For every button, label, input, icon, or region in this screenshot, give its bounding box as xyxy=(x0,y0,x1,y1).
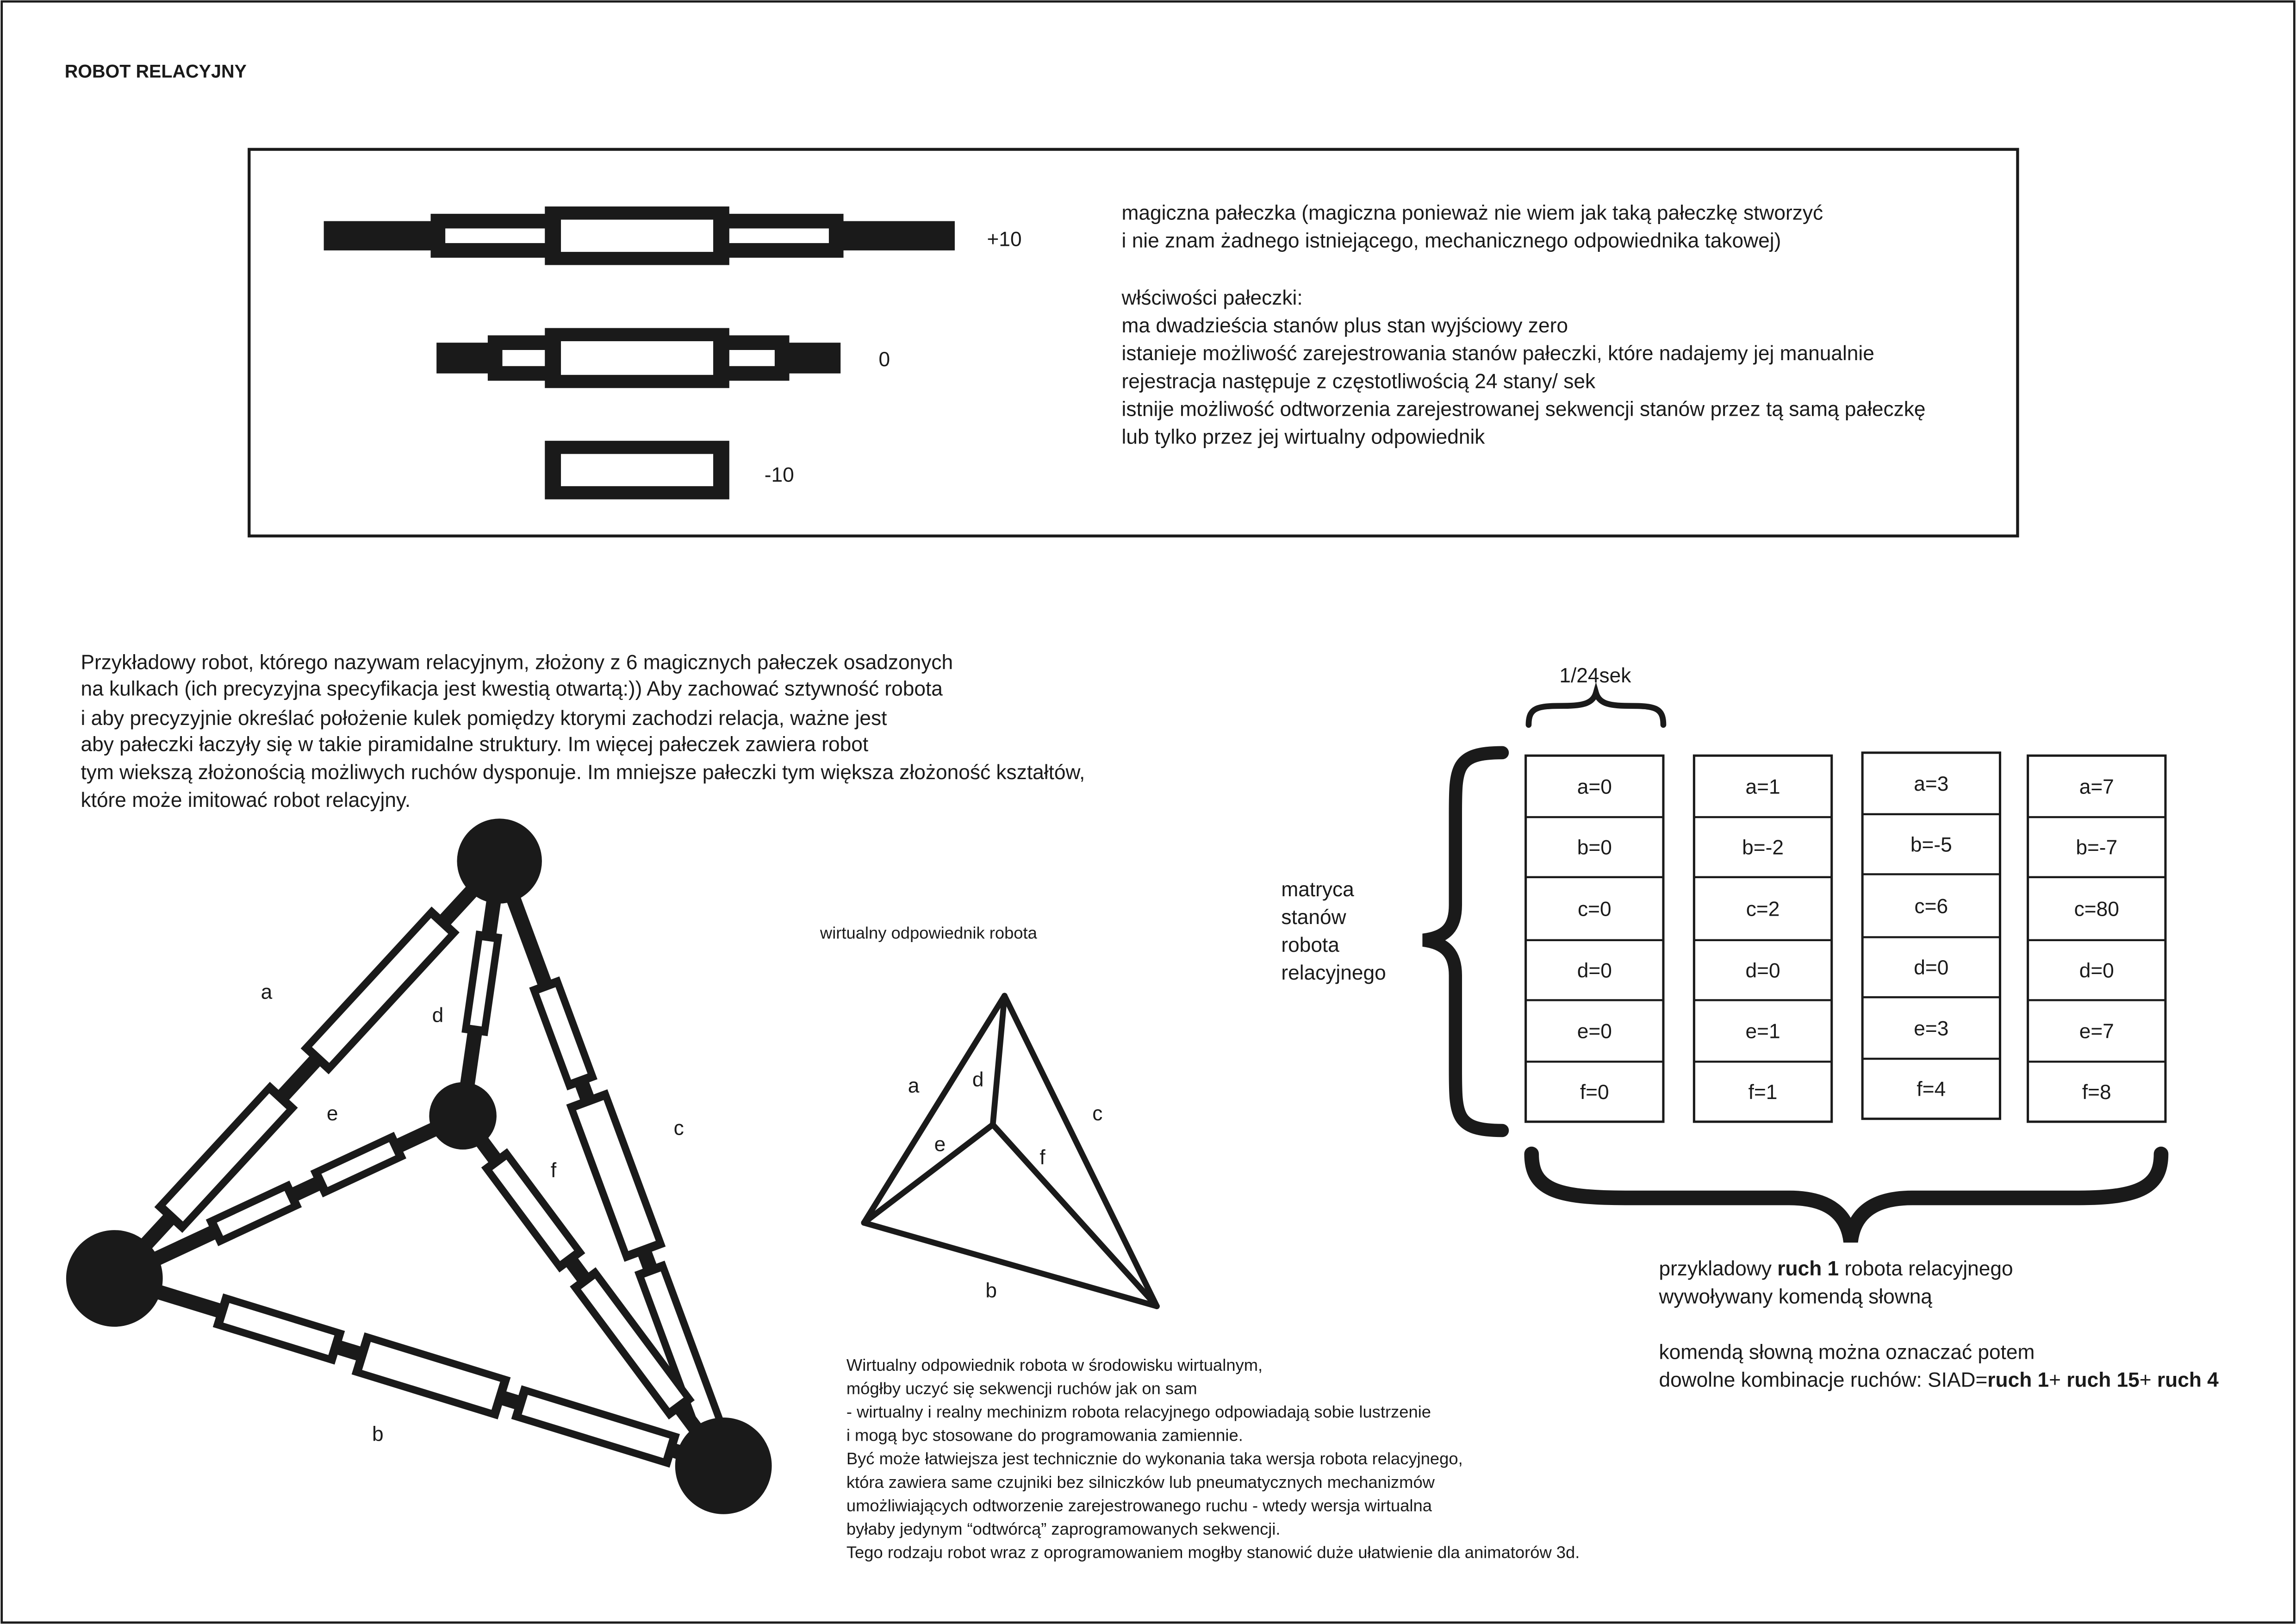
virtual-desc-line: byłaby jedynym “odtwórcą” zaprogramowanych sekwencji. xyxy=(846,1519,1281,1539)
virtual-desc-line: która zawiera same czujniki bez silniczków lub pneumatycznych mechanizmów xyxy=(846,1472,1435,1492)
matrix-side-label-line: stanów xyxy=(1281,906,1346,929)
virtual-desc-line: Być może łatwiejsza jest technicznie do wykonania taka wersja robota relacyjnego, xyxy=(846,1449,1463,1468)
matrix-cell: f=8 xyxy=(2082,1081,2111,1104)
stick-state-zero xyxy=(436,328,840,388)
intro-line: na kulkach (ich precyzyjna specyfikacja jest kwestią otwartą:)) Aby zachować sztywność robota xyxy=(81,677,943,700)
matrix-cell: a=7 xyxy=(2079,775,2114,799)
matrix-cell: d=0 xyxy=(2079,959,2114,982)
matrix-cell: c=80 xyxy=(2074,898,2119,921)
matrix-cell: f=1 xyxy=(1748,1081,1778,1104)
virtual-desc-line: Wirtualny odpowiednik robota w środowisku wirtualnym, xyxy=(846,1355,1263,1374)
robot-joint-right xyxy=(675,1418,772,1514)
stick-level-minus10: -10 xyxy=(764,463,794,487)
matrix-cell: b=-2 xyxy=(1742,836,1784,859)
matrix-side-label-line: relacyjnego xyxy=(1281,962,1386,985)
matrix-cell: a=1 xyxy=(1745,775,1780,799)
matrix-column-frame xyxy=(1694,756,1831,1122)
robot-joint-top xyxy=(457,818,541,903)
virtual-stick-label-b: b xyxy=(985,1279,997,1302)
matrix-side-label-line: robota xyxy=(1281,934,1339,957)
movement-line-2: wywoływany komendą słowną xyxy=(1659,1285,1932,1308)
intro-line: i aby precyzyjnie określać położenie kulek pomiędzy ktorymi zachodzi relacja, ważne jest xyxy=(81,706,887,730)
virtual-desc-line: Tego rodzaju robot wraz z oprogramowaniem mogłby stanowić duże ułatwienie dla animatorów 3d. xyxy=(846,1543,1580,1562)
movement-line-3: komendą słowną można oznaczać potem xyxy=(1659,1341,2035,1364)
intro-line: aby pałeczki łaczyły się w takie piramidalne struktury. Im więcej pałeczek zawiera robot xyxy=(81,733,869,756)
matrix-column-frame xyxy=(2028,756,2165,1122)
matrix-column xyxy=(1862,753,2000,1119)
stick-desc-line: istnije możliwość odtworzenia zarejestrowanej sekwencji stanów przez tą samą pałeczkę xyxy=(1121,398,1926,421)
matrix-cell: b=-7 xyxy=(2076,836,2118,859)
matrix-cell: c=6 xyxy=(1914,895,1948,918)
matrix-cell: d=0 xyxy=(1745,959,1780,982)
intro-line: tym wiekszą złożonością możliwych ruchów dysponuje. Im mniejsze pałeczki tym większa złożoność kształtów, xyxy=(81,761,1085,784)
matrix-side-label-line: matryca xyxy=(1281,878,1354,901)
matrix-cell: d=0 xyxy=(1914,956,1949,980)
robot-joint-left xyxy=(66,1230,163,1327)
virtual-desc-line: - wirtualny i realny mechinizm robota relacyjnego odpowiadają sobie lustrzenie xyxy=(846,1402,1431,1421)
intro-line: Przykładowy robot, którego nazywam relacyjnym, złożony z 6 magicznych pałeczek osadzonych xyxy=(81,651,953,674)
robot-stick-label-a: a xyxy=(261,981,273,1004)
matrix-cell: c=0 xyxy=(1577,898,1612,921)
matrix-cell: e=7 xyxy=(2079,1020,2114,1043)
movement-line-4: dowolne kombinacje ruchów: SIAD=ruch 1+ ruch 15+ ruch 4 xyxy=(1659,1368,2219,1392)
stick-desc-line: magiczna pałeczka (magiczna ponieważ nie wiem jak taką pałeczkę stworzyć xyxy=(1121,201,1823,225)
matrix-cell: a=0 xyxy=(1577,775,1612,799)
stick-level-zero: 0 xyxy=(878,348,890,371)
matrix-column xyxy=(1526,756,1663,1122)
stick-state-minus10 xyxy=(545,441,729,500)
matrix-cell: c=2 xyxy=(1746,898,1780,921)
virtual-stick-label-e: e xyxy=(934,1133,946,1156)
frame-duration-label: 1/24sek xyxy=(1559,664,1631,687)
matrix-column xyxy=(1694,756,1831,1122)
robot-joint-inner xyxy=(429,1082,497,1150)
stick-level-plus10: +10 xyxy=(987,228,1022,251)
virtual-stick-label-c: c xyxy=(1092,1102,1103,1125)
stick-desc-line: ma dwadzieścia stanów plus stan wyjściowy zero xyxy=(1121,314,1568,337)
matrix-cell: e=1 xyxy=(1745,1020,1780,1043)
matrix-cell: e=3 xyxy=(1914,1017,1949,1040)
stick-desc-line: włściwości pałeczki: xyxy=(1121,286,1303,309)
virtual-desc-line: umożliwiających odtworzenie zarejestrowanego ruchu - wtedy wersja wirtualna xyxy=(846,1496,1432,1515)
virtual-stick-label-a: a xyxy=(908,1074,920,1097)
stick-desc-line: i nie znam żadnego istniejącego, mechanicznego odpowiednika takowej) xyxy=(1121,229,1781,252)
stick-desc-line: istanieje możliwość zarejestrowania stanów pałeczki, które nadajemy jej manualnie xyxy=(1121,342,1874,365)
matrix-cell: f=0 xyxy=(1580,1081,1609,1104)
matrix-column-frame xyxy=(1862,753,2000,1119)
matrix-column-frame xyxy=(1526,756,1663,1122)
robot-stick-label-c: c xyxy=(673,1117,684,1140)
matrix-column xyxy=(2028,756,2165,1122)
matrix-cell: b=0 xyxy=(1577,836,1612,859)
virtual-robot-caption: wirtualny odpowiednik robota xyxy=(820,923,1037,943)
virtual-desc-line: i mogą byc stosowane do programowania zamiennie. xyxy=(846,1425,1243,1445)
matrix-cell: b=-5 xyxy=(1910,833,1952,856)
virtual-desc-line: mógłby uczyć się sekwencji ruchów jak on sam xyxy=(846,1379,1197,1398)
movement-line-1: przykladowy ruch 1 robota relacyjnego xyxy=(1659,1257,2013,1280)
matrix-cell: a=3 xyxy=(1914,773,1949,796)
virtual-stick-label-d: d xyxy=(972,1068,984,1092)
page-title: ROBOT RELACYJNY xyxy=(64,61,247,82)
matrix-cell: d=0 xyxy=(1577,959,1612,982)
robot-stick-label-e: e xyxy=(326,1102,338,1125)
matrix-cell: e=0 xyxy=(1577,1020,1612,1043)
intro-line: które może imitować robot relacyjny. xyxy=(81,788,411,812)
virtual-stick-label-f: f xyxy=(1039,1146,1045,1169)
stick-desc-line: lub tylko przez jej wirtualny odpowiednik xyxy=(1121,425,1485,449)
robot-stick-label-b: b xyxy=(372,1423,384,1446)
robot-stick-label-f: f xyxy=(550,1159,557,1182)
stick-desc-line: rejestracja następuje z częstotliwością 24 stany/ sek xyxy=(1121,370,1596,393)
robot-stick-label-d: d xyxy=(432,1004,444,1027)
matrix-cell: f=4 xyxy=(1916,1078,1946,1101)
